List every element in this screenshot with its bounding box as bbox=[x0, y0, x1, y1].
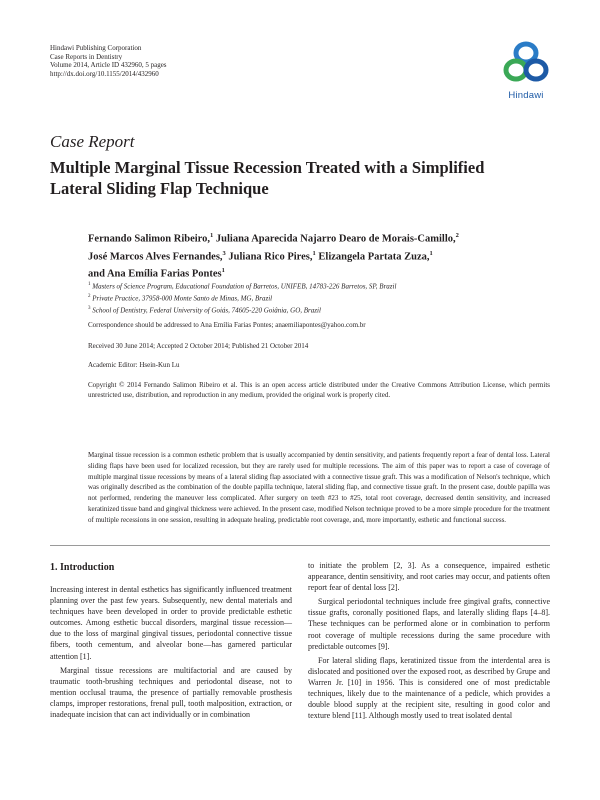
author-affiliation-marker: 2 bbox=[455, 232, 459, 239]
journal-name: Case Reports in Dentistry bbox=[50, 52, 123, 61]
affiliation: $^3$ School of Dentistry, Federal University of Goiás, 74605-220 Goiânia, GO, Brazil bbox=[88, 306, 321, 315]
right-column bbox=[308, 560, 550, 724]
article-title bbox=[50, 157, 550, 199]
author-name: Juliana Aparecida Najarro Dearo de Morais-Camillo, bbox=[213, 233, 456, 245]
section-divider bbox=[50, 545, 550, 546]
copyright-notice: Copyright © 2014 Fernando Salimon Ribeiro et al. This is an open access article distributed under the Creative Commons Attribution License, which permits unrestricted use, distribution, and reproduction in any medium, provided the original work is properly cited. bbox=[88, 381, 550, 400]
paragraph: Surgical periodontal techniques include free gingival grafts, connective tissue grafts, coronally positioned flaps, and laterally sliding flaps [4–8]. These techniques can be performed alone or in combination to perform root coverage of multiple recessions during the same procedure with predictable outcomes [9]. bbox=[308, 597, 550, 651]
left-column bbox=[50, 584, 292, 723]
paragraph: to initiate the problem [2, 3]. As a consequence, impaired esthetic appearance, dentin sensitivity, and root caries may occur, and patients often report fear of dental loss [2]. bbox=[308, 561, 550, 593]
author-name: and Ana Emília Farias Pontes bbox=[88, 268, 222, 280]
author-affiliation-marker: 1 bbox=[429, 249, 433, 257]
author-name: Fernando Salimon Ribeiro, bbox=[88, 233, 211, 245]
author-affiliation-marker: 3 bbox=[222, 249, 226, 257]
affiliation: $^2$ Private Practice, 37958-000 Monte Santo de Minas, MG, Brazil bbox=[88, 294, 273, 303]
title-line-2: Lateral Sliding Flap Technique bbox=[50, 179, 269, 198]
publisher: Hindawi Publishing Corporation bbox=[50, 44, 142, 52]
academic-editor: Academic Editor: Hsein-Kun Lu bbox=[88, 361, 180, 369]
affiliation-list bbox=[88, 280, 550, 316]
paragraph: Marginal tissue recessions are multifactorial and are caused by traumatic tooth-brushing techniques and periodontal disease, not to mention occlusal trauma, the presence of partially removable prosthesis clamps, improper restorations, frenal pull, tooth malposition, extraction, or inadequate incision that can act individually or in combination bbox=[50, 665, 292, 720]
journal-header bbox=[50, 44, 167, 78]
hindawi-logo bbox=[500, 40, 552, 102]
paragraph: For lateral sliding flaps, keratinized tissue from the interdental area is dislocated and positioned over the exposed root, as described by Grupe and Warren Jr. [10] in 1956. This is considered one of most predictable techniques, likely due to the maintenance of a pedicle, which provides a double blood supply at the recipient site, resulting in good color and texture blend [11]. Although mostly used to treat isolated dental bbox=[308, 655, 550, 721]
author-name: Juliana Rico Pires, bbox=[225, 251, 313, 263]
hindawi-rings-icon bbox=[500, 40, 552, 88]
doi-link[interactable]: http://dx.doi.org/10.1155/2014/432960 bbox=[50, 69, 159, 78]
author-name: Elizangela Partata Zuza, bbox=[315, 251, 430, 263]
author-affiliation-marker: 1 bbox=[221, 267, 225, 275]
volume-info: Volume 2014, Article ID 432960, 5 pages bbox=[50, 61, 167, 70]
author-affiliation-marker: 1 bbox=[312, 249, 316, 257]
author-name: José Marcos Alves Fernandes, bbox=[88, 251, 223, 263]
author-list bbox=[88, 229, 550, 282]
title-line-1: Multiple Marginal Tissue Recession Treated with a Simplified bbox=[50, 158, 485, 177]
author-line-2 bbox=[88, 247, 550, 265]
logo-ring-left bbox=[506, 61, 526, 79]
logo-text: Hindawi bbox=[508, 90, 544, 101]
logo-ring-right bbox=[526, 61, 546, 79]
article-type: Case Report bbox=[50, 132, 135, 151]
abstract: Marginal tissue recession is a common esthetic problem that is usually accompanied by dentin sensitivity, and patients frequently report a fear of dental loss. Lateral sliding flaps have been used for localized recession, but they are rarely used for multiple recessions. The aim of this paper was to report a case of coverage of multiple marginal tissue recessions by means of a lateral sliding flap associated with a connective tissue graft. This was a modification of Nelson's technique, which was originally described as the combination of the double papilla technique, lateral sliding flap, and connective tissue graft. In the present case, double papilla was not performed, rendering the maneuver less complicated. After surgery on teeth #23 to #25, total root coverage, decreased dentin sensitivity, and increased keratinized tissue band and gingival thickness were achieved. In the present case, modified Nelson technique proved to be a more simple procedure for the treatment of multiple recessions in one session, resulting in adequate healing, predictable root coverage, and, more importantly, esthetic and functional success. bbox=[88, 451, 550, 524]
author-affiliation-marker: 1 bbox=[210, 232, 214, 239]
correspondence: Correspondence should be addressed to Ana Emília Farias Pontes; anaemiliapontes@yahoo.com.br bbox=[88, 321, 366, 329]
paragraph: Increasing interest in dental esthetics has significantly influenced treatment planning over the past few years. Subsequently, new dental materials and techniques have been developed in order to provide predictable esthetic outcomes. Among esthetic buccal disorders, marginal tissue recession—due to the loss of marginal gingival tissues, periodontal connective tissue fibers, tooth cementum, and alveolar bone—has garnered particular attention [1]. bbox=[50, 585, 292, 661]
section-title: 1. Introduction bbox=[50, 562, 115, 573]
author-line-1 bbox=[88, 229, 550, 247]
affiliation: $^1$ Masters of Science Program, Educational Foundation of Barretos, UNIFEB, 14783-226 Barretos, SP, Brazil bbox=[88, 282, 397, 291]
publication-dates: Received 30 June 2014; Accepted 2 October 2014; Published 21 October 2014 bbox=[88, 342, 309, 350]
